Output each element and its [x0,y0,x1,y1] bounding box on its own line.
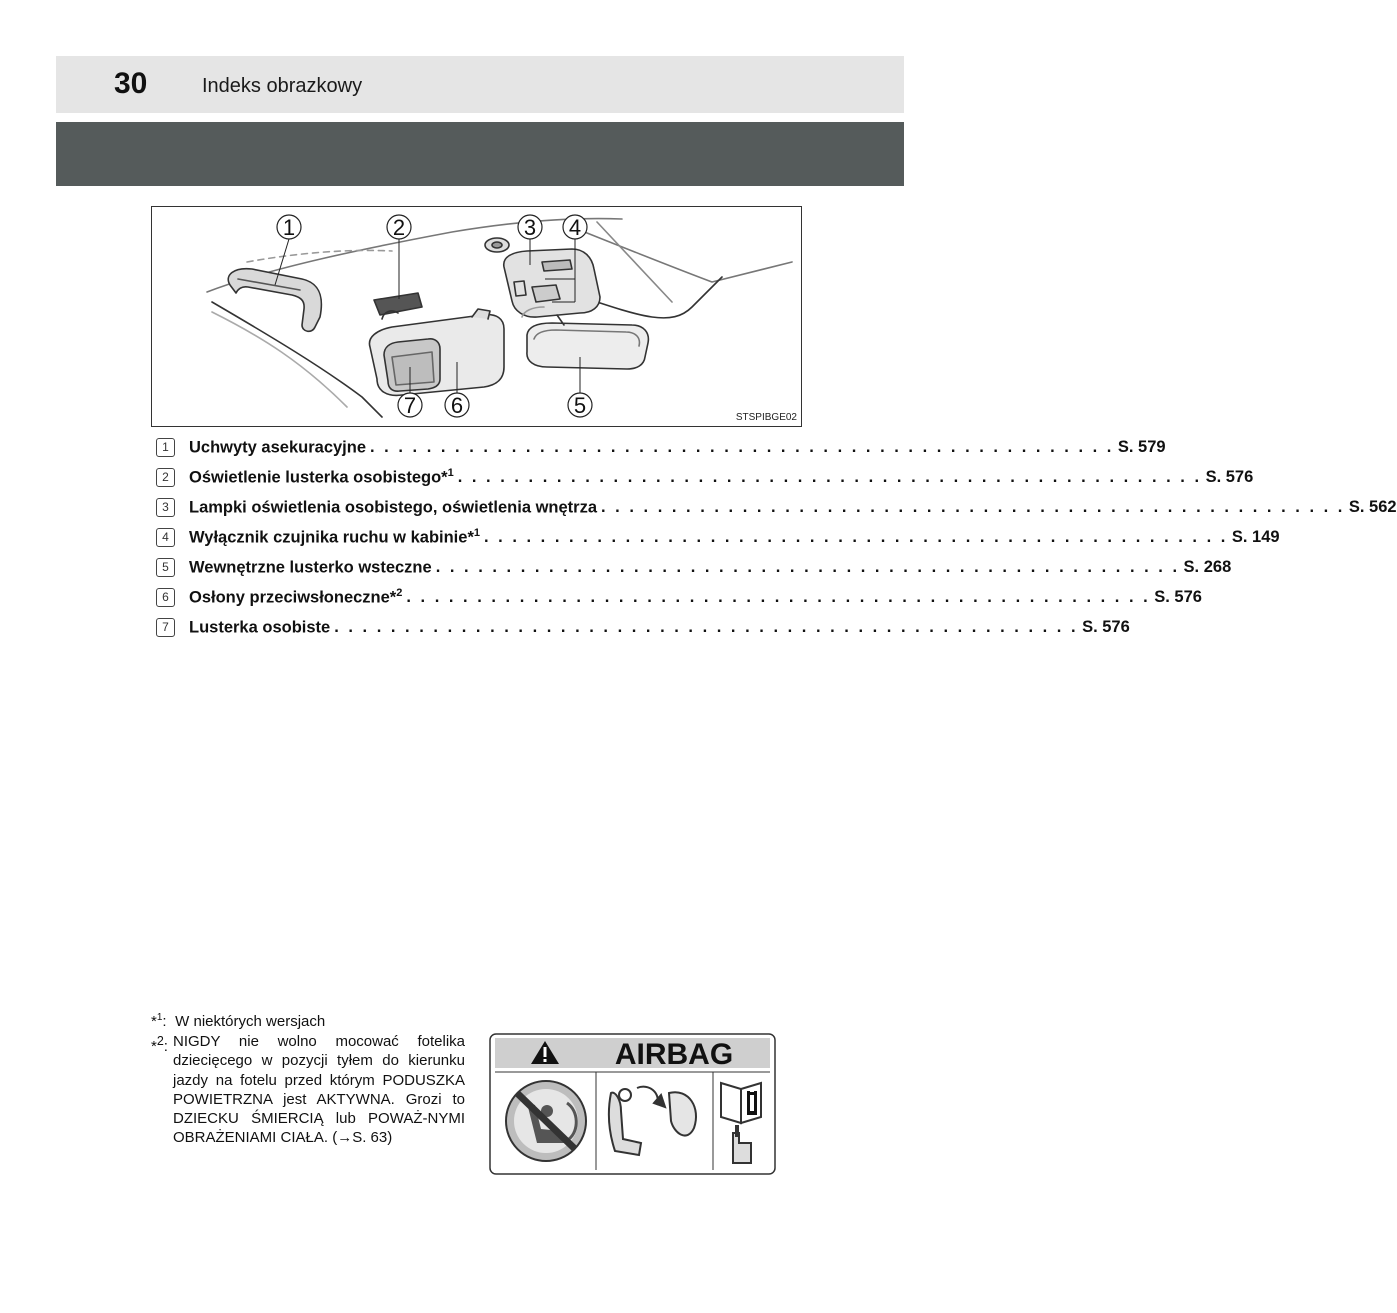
svg-text:5: 5 [573,393,587,418]
page-ref-link[interactable]: S. 562 [1348,497,1397,516]
callout-item [156,492,1397,522]
figure-callout-2 [387,215,411,240]
footnote-1 [151,1008,325,1031]
dot-leader: . . . . . . . . . . . . . . . . . . . . . . . . . . . . . . . . . . . . . . . . . . . . . . . . . . . . . [406,587,1151,606]
callout-item [156,612,1130,642]
page-number: 30 [114,67,148,100]
figure-callout-5 [568,393,592,418]
svg-text:7: 7 [403,393,417,418]
page-header [56,56,904,113]
callout-item [156,582,1202,612]
callout-label: Lusterka osobiste [189,618,331,637]
callout-item [156,462,1254,492]
airbag-label-graphic [489,1033,776,1175]
footnote-1-mark: *$^1$: [151,1012,167,1030]
page-ref-link[interactable]: S. 149 [1231,527,1280,546]
figure-callout-7 [398,393,422,418]
callout-label: Uchwyty asekuracyjne [189,438,367,457]
page-ref-link[interactable]: S. 576 [1205,467,1254,486]
callout-list [156,432,1397,642]
page-ref-link[interactable]: S. 579 [1117,437,1166,456]
airbag-title: AIRBAG [614,1038,734,1071]
callout-number: 3 [156,498,175,517]
svg-text:2: 2 [392,215,406,240]
callout-label: Osłony przeciwsłoneczne*$^2$ [189,586,403,607]
no-rear-facing-child-seat-icon [506,1081,586,1161]
svg-text:6: 6 [450,393,464,418]
callout-item [156,432,1166,462]
figure-code: STSPIBGE02 [735,412,797,423]
callout-item [156,522,1280,552]
dot-leader: . . . . . . . . . . . . . . . . . . . . . . . . . . . . . . . . . . . . . . . . . . . . . . . . . . . . . [457,467,1202,486]
section-band [56,122,904,186]
footnote-1-text: W niektórych wersjach [175,1013,326,1030]
dot-leader: . . . . . . . . . . . . . . . . . . . . . . . . . . . . . . . . . . . . . . . . . . . . . . . . . . . . . [370,437,1114,456]
footnote-2-mark: *$^2$: [151,1034,168,1055]
callout-number: 4 [156,528,175,547]
page-ref-link[interactable]: S. 268 [1183,557,1232,576]
figure-callout-1 [277,215,301,240]
figure-callout-6 [445,393,469,418]
callout-label: Lampki oświetlenia osobistego, oświetlenia wnętrza [189,498,598,517]
callout-item [156,552,1232,582]
dot-leader: . . . . . . . . . . . . . . . . . . . . . . . . . . . . . . . . . . . . . . . . . . . . . . . . . . . . . [601,497,1345,516]
page-ref-link[interactable]: S. 576 [1082,617,1130,636]
callout-label: Wyłącznik czujnika ruchu w kabinie*$^1$ [189,526,480,547]
callout-number: 6 [156,588,175,607]
callout-number: 7 [156,618,175,637]
interior-roof-drawing [152,207,801,426]
callout-number: 5 [156,558,175,577]
page-ref-link[interactable]: S. 576 [1154,587,1202,606]
footnote-2-text: NIGDY nie wolno mocować fotelika dziecięcego w pozycji tyłem do kierunku jazdy na fotelu przed którym PODUSZKA POWIETRZNA jest AKTYWNA. Grozi to DZIECKU ŚMIERCIĄ lub POWAŻ-NYMI OBRAŻENIAMI CIAŁA. (→S. 63) [173,1033,465,1147]
figure-callout-4 [563,215,587,240]
figure-callout-3 [518,215,542,240]
callout-label: Oświetlenie lusterka osobistego*$^1$ [189,466,454,487]
overhead-console-illustration [151,206,802,427]
callout-number: 1 [156,438,175,457]
dot-leader: . . . . . . . . . . . . . . . . . . . . . . . . . . . . . . . . . . . . . . . . . . . . . . . . . . . . . [484,527,1228,546]
svg-text:4: 4 [568,215,582,240]
callout-number: 2 [156,468,175,487]
callout-label: Wewnętrzne lusterko wsteczne [189,558,432,577]
section-title: Indeks obrazkowy [202,75,363,97]
svg-text:1: 1 [282,215,296,240]
svg-text:3: 3 [523,215,537,240]
dot-leader: . . . . . . . . . . . . . . . . . . . . . . . . . . . . . . . . . . . . . . . . . . . . . . . . . . . . . [435,557,1180,576]
dot-leader: . . . . . . . . . . . . . . . . . . . . . . . . . . . . . . . . . . . . . . . . . . . . . . . . . . . . . [334,617,1079,636]
airbag-warning-label [489,1033,776,1175]
